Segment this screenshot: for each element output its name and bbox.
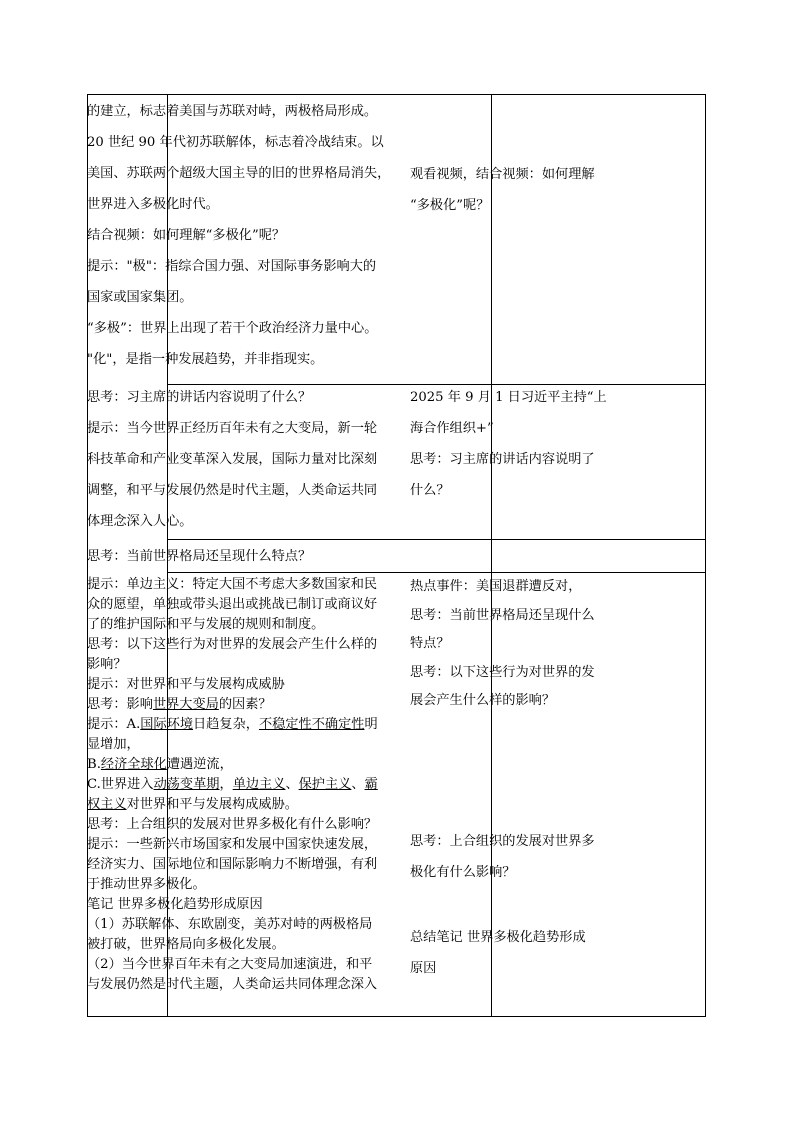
right-block-5 <box>410 922 615 984</box>
text-line: 极化有什么影响？ <box>410 865 516 880</box>
right-block-2 <box>410 382 615 506</box>
text-line: 展会产生什么样的影响？ <box>410 693 556 708</box>
text-line: 思考：习主席的讲话内容说明了什么？ <box>87 390 312 405</box>
text-line: 显增加， <box>87 737 140 752</box>
middle-block-3 <box>87 541 400 572</box>
text-line: 的建立，标志着美国与苏联对峙，两极格局形成。 <box>87 104 378 119</box>
text-line: 了的维护国际和平与发展的规则和制度。 <box>87 617 325 632</box>
text-line: 2025 年 9 月 1 日习近平主持“上 <box>410 390 607 405</box>
text-line: 思考：以下这些行为对世界的发 <box>410 664 595 680</box>
text-line: 于推动世界多极化。 <box>87 877 206 892</box>
text-line: 思考：影响世界大变局的因素？ <box>87 697 272 712</box>
right-block-4 <box>410 826 615 888</box>
middle-block-1 <box>87 96 400 375</box>
text-line: 思考：当前世界格局还呈现什么特点？ <box>87 549 312 564</box>
text-line: 影响？ <box>87 657 127 672</box>
text-line: 特点？ <box>410 636 450 651</box>
text-line: 思考：以下这些行为对世界的发展会产生什么样的 <box>87 637 378 652</box>
middle-block-2 <box>87 382 400 537</box>
text-line: C.世界进入动荡变革期，单边主义、保护主义、霸 <box>87 777 378 792</box>
text-line: （1）苏联解体、东欧剧变，美苏对峙的两极格局 <box>87 917 373 932</box>
text-line: 提示："极"：指综合国力强、对国际事务影响大的 <box>87 259 377 274</box>
text-line: 与发展仍然是时代主题，人类命运共同体理念深入 <box>87 977 378 992</box>
text-line: 调整，和平与发展仍然是时代主题，人类命运共同 <box>87 483 378 498</box>
text-line: “多极化”呢？ <box>410 198 490 213</box>
text-line: B.经济全球化遭遇逆流， <box>87 757 233 772</box>
text-line: 总结笔记 世界多极化趋势形成 <box>410 930 586 945</box>
text-line: （2）当今世界百年未有之大变局加速演进，和平 <box>87 957 373 972</box>
text-line: 权主义对世界和平与发展构成威胁。 <box>87 797 298 812</box>
text-line: 热点事件：美国退群遭反对， <box>410 579 582 594</box>
text-line: 被打破，世界格局向多极化发展。 <box>87 937 285 952</box>
text-line: 众的愿望，单独或带头退出或挑战已制订或商议好 <box>87 597 378 612</box>
text-line: 什么？ <box>410 483 450 498</box>
text-line: 提示：A.国际环境日趋复杂，不稳定性不确定性明 <box>87 717 378 732</box>
text-line: 原因 <box>410 961 437 976</box>
text-line: 提示：当今世界正经历百年未有之大变局，新一轮 <box>87 421 378 436</box>
right-block-3 <box>410 573 615 716</box>
row-divider <box>168 539 705 540</box>
text-line: 结合视频：如何理解“多极化”呢？ <box>87 228 286 243</box>
text-line: 世界进入多极化时代。 <box>87 197 219 212</box>
text-line: 思考：上合组织的发展对世界多 <box>410 834 595 849</box>
text-line: 提示：对世界和平与发展构成威胁 <box>87 677 285 692</box>
text-line: 海合作组织+” <box>410 421 494 436</box>
text-line: 美国、苏联两个超级大国主导的旧的世界格局消失， <box>87 166 391 181</box>
text-line: 体理念深入人心。 <box>87 514 193 529</box>
text-line: 提示：一些新兴市场国家和发展中国家快速发展， <box>87 837 378 852</box>
text-line: 20 世纪 90 年代初苏联解体，标志着冷战结束。以 <box>87 135 384 150</box>
right-block-1 <box>410 159 615 221</box>
middle-block-4 <box>87 575 400 995</box>
text-line: 科技革命和产业变革深入发展，国际力量对比深刻 <box>87 452 378 467</box>
text-line: “多极”：世界上出现了若干个政治经济力量中心。 <box>87 321 378 336</box>
text-line: "化"，是指一种发展趋势，并非指现实。 <box>87 352 324 367</box>
text-line: 思考：习主席的讲话内容说明了 <box>410 452 595 467</box>
text-line: 观看视频，结合视频：如何理解 <box>410 167 595 182</box>
text-line: 国家或国家集团。 <box>87 290 193 305</box>
text-line: 思考：当前世界格局还呈现什么 <box>410 607 595 623</box>
text-line: 笔记 世界多极化趋势形成原因 <box>87 897 263 912</box>
text-line: 经济实力、国际地位和国际影响力不断增强，有利 <box>87 857 378 872</box>
text-line: 思考：上合组织的发展对世界多极化有什么影响？ <box>87 817 378 832</box>
text-line: 提示：单边主义：特定大国不考虑大多数国家和民 <box>87 577 378 592</box>
